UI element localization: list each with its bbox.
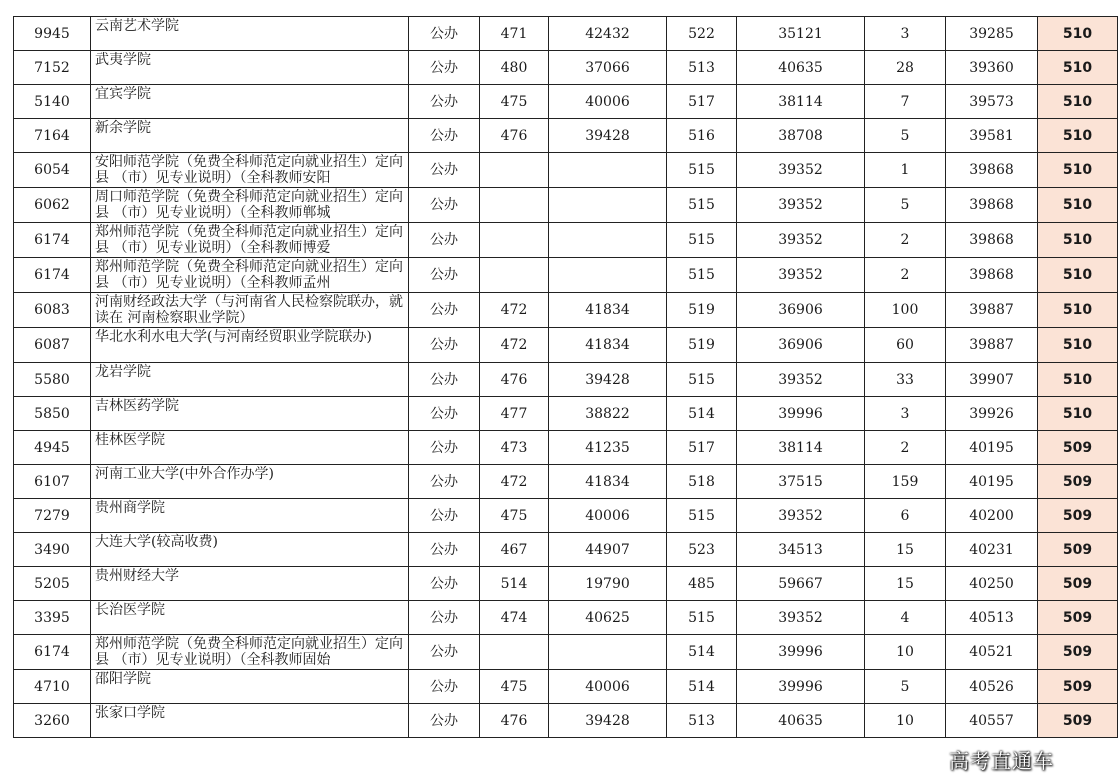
school-name-text: 河南工业大学(中外合作办学) bbox=[95, 465, 274, 482]
prev-rank-cell: 44907 bbox=[549, 533, 667, 567]
prev-rank-cell: 39428 bbox=[549, 119, 667, 153]
min-score-cell: 510 bbox=[1038, 85, 1118, 119]
prev-rank-cell: 41834 bbox=[549, 293, 667, 328]
school-code-cell: 6174 bbox=[14, 223, 91, 258]
score-2-cell: 515 bbox=[667, 188, 737, 223]
min-score-cell: 510 bbox=[1038, 51, 1118, 85]
ownership-cell: 公办 bbox=[409, 363, 480, 397]
ownership-cell: 公办 bbox=[409, 465, 480, 499]
min-rank-cell: 39285 bbox=[946, 17, 1038, 51]
min-score-cell: 510 bbox=[1038, 397, 1118, 431]
ownership-cell: 公办 bbox=[409, 431, 480, 465]
score-2-cell: 515 bbox=[667, 258, 737, 293]
school-code-cell: 7279 bbox=[14, 499, 91, 533]
school-code-cell: 6174 bbox=[14, 258, 91, 293]
school-name-cell bbox=[91, 397, 409, 431]
ownership-cell: 公办 bbox=[409, 293, 480, 328]
prev-score-cell: 472 bbox=[480, 293, 549, 328]
min-score-cell: 510 bbox=[1038, 223, 1118, 258]
score-2-cell: 515 bbox=[667, 499, 737, 533]
plan-count-cell: 2 bbox=[865, 431, 946, 465]
table-row bbox=[14, 258, 1118, 293]
min-score-cell: 510 bbox=[1038, 188, 1118, 223]
school-name-cell bbox=[91, 533, 409, 567]
school-name-text: 贵州商学院 bbox=[95, 499, 165, 516]
score-2-cell: 516 bbox=[667, 119, 737, 153]
score-2-cell: 523 bbox=[667, 533, 737, 567]
table-row bbox=[14, 465, 1118, 499]
rank-2-cell: 39352 bbox=[737, 223, 865, 258]
ownership-cell: 公办 bbox=[409, 85, 480, 119]
table-row bbox=[14, 567, 1118, 601]
min-score-cell: 509 bbox=[1038, 704, 1118, 738]
prev-score-cell: 476 bbox=[480, 363, 549, 397]
score-2-cell: 517 bbox=[667, 431, 737, 465]
min-score-cell: 509 bbox=[1038, 465, 1118, 499]
table-row bbox=[14, 431, 1118, 465]
school-name-text: 河南财经政法大学（与河南省人民检察院联办，就读在 河南检察职业学院） bbox=[95, 294, 403, 326]
rank-2-cell: 59667 bbox=[737, 567, 865, 601]
school-name-text: 郑州师范学院（免费全科师范定向就业招生）定向县 （市）见专业说明）（全科教师固始 bbox=[95, 636, 403, 668]
school-code-cell: 6083 bbox=[14, 293, 91, 328]
table-row bbox=[14, 499, 1118, 533]
rank-2-cell: 34513 bbox=[737, 533, 865, 567]
prev-rank-cell: 40006 bbox=[549, 499, 667, 533]
table-body bbox=[14, 17, 1118, 738]
school-name-cell bbox=[91, 567, 409, 601]
school-name-cell bbox=[91, 188, 409, 223]
min-rank-cell: 39868 bbox=[946, 223, 1038, 258]
plan-count-cell: 10 bbox=[865, 635, 946, 670]
table-row bbox=[14, 293, 1118, 328]
table-row bbox=[14, 601, 1118, 635]
table-row bbox=[14, 328, 1118, 363]
school-name-text: 新余学院 bbox=[95, 119, 151, 136]
rank-2-cell: 38708 bbox=[737, 119, 865, 153]
ownership-cell: 公办 bbox=[409, 51, 480, 85]
table-row bbox=[14, 635, 1118, 670]
prev-score-cell: 475 bbox=[480, 670, 549, 704]
school-name-cell bbox=[91, 258, 409, 293]
plan-count-cell: 10 bbox=[865, 704, 946, 738]
min-rank-cell: 40557 bbox=[946, 704, 1038, 738]
plan-count-cell: 15 bbox=[865, 567, 946, 601]
prev-score-cell: 472 bbox=[480, 328, 549, 363]
prev-score-cell bbox=[480, 635, 549, 670]
table-row bbox=[14, 188, 1118, 223]
prev-rank-cell: 38822 bbox=[549, 397, 667, 431]
ownership-cell: 公办 bbox=[409, 258, 480, 293]
plan-count-cell: 28 bbox=[865, 51, 946, 85]
school-name-cell bbox=[91, 601, 409, 635]
table-row bbox=[14, 153, 1118, 188]
ownership-cell: 公办 bbox=[409, 188, 480, 223]
ownership-cell: 公办 bbox=[409, 670, 480, 704]
school-name-cell bbox=[91, 17, 409, 51]
score-2-cell: 519 bbox=[667, 293, 737, 328]
table-row bbox=[14, 17, 1118, 51]
school-code-cell: 5850 bbox=[14, 397, 91, 431]
table-row bbox=[14, 85, 1118, 119]
school-name-text: 贵州财经大学 bbox=[95, 567, 179, 584]
school-name-cell bbox=[91, 670, 409, 704]
prev-score-cell: 514 bbox=[480, 567, 549, 601]
ownership-cell: 公办 bbox=[409, 397, 480, 431]
plan-count-cell: 5 bbox=[865, 188, 946, 223]
table-row bbox=[14, 397, 1118, 431]
school-code-cell: 3260 bbox=[14, 704, 91, 738]
min-score-cell: 509 bbox=[1038, 533, 1118, 567]
plan-count-cell: 5 bbox=[865, 670, 946, 704]
min-rank-cell: 39926 bbox=[946, 397, 1038, 431]
ownership-cell: 公办 bbox=[409, 533, 480, 567]
plan-count-cell: 2 bbox=[865, 223, 946, 258]
school-code-cell: 6062 bbox=[14, 188, 91, 223]
table-row bbox=[14, 119, 1118, 153]
plan-count-cell: 100 bbox=[865, 293, 946, 328]
school-name-text: 大连大学(较高收费) bbox=[95, 533, 218, 550]
school-name-text: 郑州师范学院（免费全科师范定向就业招生）定向县 （市）见专业说明）（全科教师博爱 bbox=[95, 224, 403, 256]
score-2-cell: 522 bbox=[667, 17, 737, 51]
prev-score-cell: 473 bbox=[480, 431, 549, 465]
prev-score-cell: 476 bbox=[480, 119, 549, 153]
min-rank-cell: 39360 bbox=[946, 51, 1038, 85]
rank-2-cell: 38114 bbox=[737, 85, 865, 119]
ownership-cell: 公办 bbox=[409, 328, 480, 363]
min-rank-cell: 39887 bbox=[946, 328, 1038, 363]
school-name-text: 桂林医学院 bbox=[95, 431, 165, 448]
ownership-cell: 公办 bbox=[409, 499, 480, 533]
ownership-cell: 公办 bbox=[409, 153, 480, 188]
min-rank-cell: 39868 bbox=[946, 153, 1038, 188]
ownership-cell: 公办 bbox=[409, 601, 480, 635]
table-row bbox=[14, 223, 1118, 258]
min-rank-cell: 40250 bbox=[946, 567, 1038, 601]
school-name-text: 吉林医药学院 bbox=[95, 397, 179, 414]
score-2-cell: 517 bbox=[667, 85, 737, 119]
rank-2-cell: 39352 bbox=[737, 363, 865, 397]
rank-2-cell: 39352 bbox=[737, 153, 865, 188]
school-code-cell: 4710 bbox=[14, 670, 91, 704]
table-row bbox=[14, 533, 1118, 567]
prev-score-cell: 474 bbox=[480, 601, 549, 635]
rank-2-cell: 37515 bbox=[737, 465, 865, 499]
prev-rank-cell bbox=[549, 153, 667, 188]
min-score-cell: 510 bbox=[1038, 363, 1118, 397]
prev-rank-cell: 41235 bbox=[549, 431, 667, 465]
plan-count-cell: 2 bbox=[865, 258, 946, 293]
school-name-text: 宜宾学院 bbox=[95, 85, 151, 102]
school-name-text: 华北水利水电大学(与河南经贸职业学院联办) bbox=[95, 329, 372, 345]
score-2-cell: 515 bbox=[667, 153, 737, 188]
prev-rank-cell: 42432 bbox=[549, 17, 667, 51]
prev-rank-cell bbox=[549, 635, 667, 670]
school-code-cell: 6087 bbox=[14, 328, 91, 363]
school-name-cell bbox=[91, 328, 409, 363]
prev-rank-cell bbox=[549, 188, 667, 223]
school-name-cell bbox=[91, 51, 409, 85]
prev-score-cell bbox=[480, 188, 549, 223]
score-2-cell: 513 bbox=[667, 704, 737, 738]
score-2-cell: 519 bbox=[667, 328, 737, 363]
min-score-cell: 510 bbox=[1038, 328, 1118, 363]
plan-count-cell: 15 bbox=[865, 533, 946, 567]
rank-2-cell: 39996 bbox=[737, 635, 865, 670]
min-rank-cell: 40200 bbox=[946, 499, 1038, 533]
prev-score-cell: 475 bbox=[480, 499, 549, 533]
ownership-cell: 公办 bbox=[409, 17, 480, 51]
school-name-cell bbox=[91, 119, 409, 153]
min-rank-cell: 40231 bbox=[946, 533, 1038, 567]
ownership-cell: 公办 bbox=[409, 567, 480, 601]
plan-count-cell: 3 bbox=[865, 17, 946, 51]
prev-rank-cell: 40625 bbox=[549, 601, 667, 635]
rank-2-cell: 39996 bbox=[737, 670, 865, 704]
school-name-text: 邵阳学院 bbox=[95, 670, 151, 687]
rank-2-cell: 36906 bbox=[737, 328, 865, 363]
ownership-cell: 公办 bbox=[409, 704, 480, 738]
prev-rank-cell bbox=[549, 258, 667, 293]
min-rank-cell: 39907 bbox=[946, 363, 1038, 397]
min-score-cell: 510 bbox=[1038, 17, 1118, 51]
school-code-cell: 7164 bbox=[14, 119, 91, 153]
school-name-text: 云南艺术学院 bbox=[95, 17, 179, 34]
rank-2-cell: 40635 bbox=[737, 51, 865, 85]
rank-2-cell: 35121 bbox=[737, 17, 865, 51]
school-name-text: 周口师范学院（免费全科师范定向就业招生）定向县 （市）见专业说明）（全科教师郸城 bbox=[95, 189, 403, 221]
min-rank-cell: 40195 bbox=[946, 465, 1038, 499]
prev-score-cell: 476 bbox=[480, 704, 549, 738]
plan-count-cell: 5 bbox=[865, 119, 946, 153]
school-code-cell: 6054 bbox=[14, 153, 91, 188]
prev-score-cell: 475 bbox=[480, 85, 549, 119]
min-rank-cell: 39887 bbox=[946, 293, 1038, 328]
rank-2-cell: 39352 bbox=[737, 258, 865, 293]
prev-score-cell bbox=[480, 223, 549, 258]
plan-count-cell: 3 bbox=[865, 397, 946, 431]
min-score-cell: 510 bbox=[1038, 293, 1118, 328]
table-row bbox=[14, 51, 1118, 85]
school-code-cell: 7152 bbox=[14, 51, 91, 85]
school-code-cell: 4945 bbox=[14, 431, 91, 465]
prev-rank-cell: 37066 bbox=[549, 51, 667, 85]
min-rank-cell: 39868 bbox=[946, 188, 1038, 223]
prev-score-cell: 480 bbox=[480, 51, 549, 85]
prev-score-cell bbox=[480, 153, 549, 188]
min-rank-cell: 40526 bbox=[946, 670, 1038, 704]
school-code-cell: 5580 bbox=[14, 363, 91, 397]
school-name-cell bbox=[91, 465, 409, 499]
score-2-cell: 485 bbox=[667, 567, 737, 601]
prev-rank-cell: 19790 bbox=[549, 567, 667, 601]
min-score-cell: 509 bbox=[1038, 635, 1118, 670]
rank-2-cell: 39352 bbox=[737, 601, 865, 635]
school-name-text: 郑州师范学院（免费全科师范定向就业招生）定向县 （市）见专业说明）（全科教师孟州 bbox=[95, 259, 403, 291]
prev-rank-cell bbox=[549, 223, 667, 258]
min-score-cell: 510 bbox=[1038, 258, 1118, 293]
prev-rank-cell: 40006 bbox=[549, 85, 667, 119]
school-code-cell: 5205 bbox=[14, 567, 91, 601]
prev-rank-cell: 40006 bbox=[549, 670, 667, 704]
school-name-text: 武夷学院 bbox=[95, 51, 151, 68]
plan-count-cell: 6 bbox=[865, 499, 946, 533]
prev-score-cell: 467 bbox=[480, 533, 549, 567]
rank-2-cell: 39996 bbox=[737, 397, 865, 431]
min-score-cell: 509 bbox=[1038, 431, 1118, 465]
ownership-cell: 公办 bbox=[409, 223, 480, 258]
min-rank-cell: 40521 bbox=[946, 635, 1038, 670]
rank-2-cell: 38114 bbox=[737, 431, 865, 465]
admission-score-table bbox=[13, 16, 1118, 738]
min-rank-cell: 40195 bbox=[946, 431, 1038, 465]
table-row bbox=[14, 704, 1118, 738]
min-score-cell: 509 bbox=[1038, 499, 1118, 533]
plan-count-cell: 60 bbox=[865, 328, 946, 363]
school-name-cell bbox=[91, 85, 409, 119]
score-2-cell: 513 bbox=[667, 51, 737, 85]
school-name-cell bbox=[91, 704, 409, 738]
prev-rank-cell: 39428 bbox=[549, 704, 667, 738]
ownership-cell: 公办 bbox=[409, 119, 480, 153]
prev-rank-cell: 41834 bbox=[549, 465, 667, 499]
school-name-text: 长治医学院 bbox=[95, 601, 165, 618]
prev-score-cell: 471 bbox=[480, 17, 549, 51]
school-code-cell: 6107 bbox=[14, 465, 91, 499]
plan-count-cell: 4 bbox=[865, 601, 946, 635]
rank-2-cell: 40635 bbox=[737, 704, 865, 738]
school-name-cell bbox=[91, 223, 409, 258]
table-row bbox=[14, 363, 1118, 397]
score-2-cell: 514 bbox=[667, 397, 737, 431]
score-2-cell: 515 bbox=[667, 601, 737, 635]
watermark: 高考直通车 bbox=[949, 749, 1054, 773]
min-score-cell: 509 bbox=[1038, 567, 1118, 601]
score-2-cell: 518 bbox=[667, 465, 737, 499]
min-score-cell: 510 bbox=[1038, 119, 1118, 153]
score-2-cell: 515 bbox=[667, 223, 737, 258]
school-name-cell bbox=[91, 635, 409, 670]
rank-2-cell: 36906 bbox=[737, 293, 865, 328]
prev-score-cell: 477 bbox=[480, 397, 549, 431]
rank-2-cell: 39352 bbox=[737, 499, 865, 533]
prev-rank-cell: 41834 bbox=[549, 328, 667, 363]
school-name-cell bbox=[91, 153, 409, 188]
plan-count-cell: 7 bbox=[865, 85, 946, 119]
school-name-cell bbox=[91, 499, 409, 533]
min-rank-cell: 40513 bbox=[946, 601, 1038, 635]
min-rank-cell: 39868 bbox=[946, 258, 1038, 293]
plan-count-cell: 159 bbox=[865, 465, 946, 499]
min-rank-cell: 39573 bbox=[946, 85, 1038, 119]
plan-count-cell: 33 bbox=[865, 363, 946, 397]
prev-score-cell bbox=[480, 258, 549, 293]
rank-2-cell: 39352 bbox=[737, 188, 865, 223]
school-name-text: 张家口学院 bbox=[95, 704, 165, 721]
min-rank-cell: 39581 bbox=[946, 119, 1038, 153]
school-name-text: 安阳师范学院（免费全科师范定向就业招生）定向县 （市）见专业说明）（全科教师安阳 bbox=[95, 154, 403, 186]
table-row bbox=[14, 670, 1118, 704]
school-name-cell bbox=[91, 431, 409, 465]
score-2-cell: 515 bbox=[667, 363, 737, 397]
school-name-cell bbox=[91, 363, 409, 397]
ownership-cell: 公办 bbox=[409, 635, 480, 670]
min-score-cell: 509 bbox=[1038, 601, 1118, 635]
school-code-cell: 5140 bbox=[14, 85, 91, 119]
prev-rank-cell: 39428 bbox=[549, 363, 667, 397]
plan-count-cell: 1 bbox=[865, 153, 946, 188]
score-2-cell: 514 bbox=[667, 670, 737, 704]
school-name-text: 龙岩学院 bbox=[95, 363, 151, 380]
school-code-cell: 9945 bbox=[14, 17, 91, 51]
school-code-cell: 6174 bbox=[14, 635, 91, 670]
prev-score-cell: 472 bbox=[480, 465, 549, 499]
school-code-cell: 3490 bbox=[14, 533, 91, 567]
school-code-cell: 3395 bbox=[14, 601, 91, 635]
min-score-cell: 509 bbox=[1038, 670, 1118, 704]
score-2-cell: 514 bbox=[667, 635, 737, 670]
min-score-cell: 510 bbox=[1038, 153, 1118, 188]
school-name-cell bbox=[91, 293, 409, 328]
